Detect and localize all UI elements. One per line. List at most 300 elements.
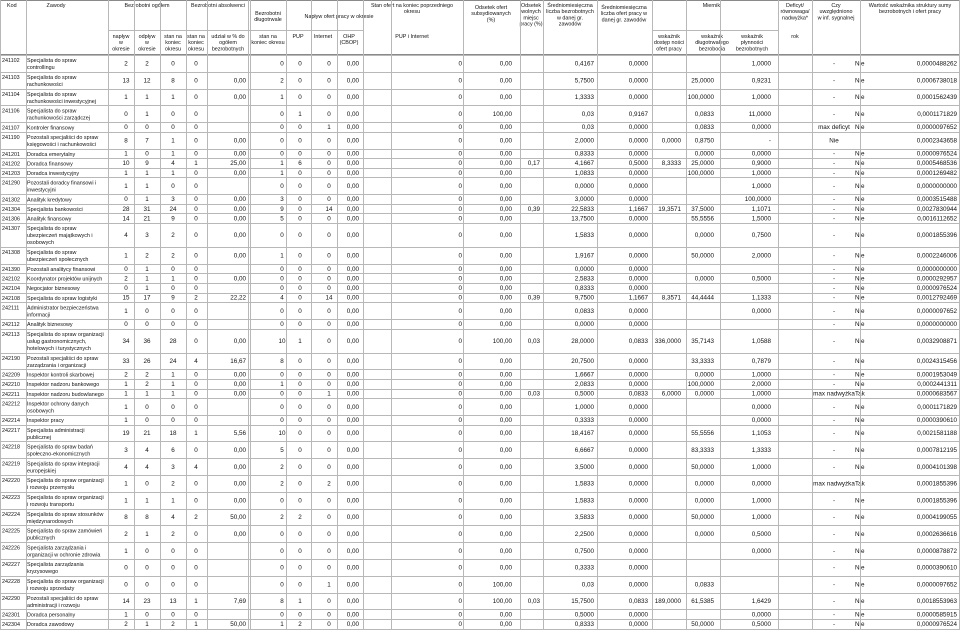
cell: 0 (458, 358, 462, 366)
cell: 0 (280, 150, 284, 158)
cell: 0 (298, 430, 302, 438)
cell: 0,0000000000 (916, 265, 957, 273)
cell: 9 (280, 205, 284, 213)
header-wartosc-wskaznika: bezrobotnych i ofert pracy (878, 9, 942, 16)
cell: 0,00 (346, 381, 359, 388)
cell: 0,0000976524 (916, 285, 957, 292)
cell: 0 (458, 531, 462, 538)
cell: 0,00 (346, 417, 359, 424)
cell: 0,0833 (574, 307, 594, 315)
cell: 2 (124, 275, 128, 283)
cell: 0 (327, 196, 331, 204)
cell: 37,5000 (691, 205, 714, 213)
cell: 0,0000292957 (916, 275, 957, 283)
cell: 18,4167 (571, 430, 594, 438)
cell: 0,00 (346, 321, 359, 328)
cell: - (832, 232, 836, 240)
cell: 0 (280, 581, 284, 589)
cell: 0,00 (499, 531, 512, 538)
header-wskaznik-dlugotrwalego: wskaźnik (701, 34, 723, 40)
cell: 0,00 (499, 205, 512, 213)
cell: 0,00 (499, 463, 512, 471)
row-name: publicznej (27, 434, 51, 441)
cell: 0,0002246006 (916, 252, 957, 260)
cell: 0,00 (346, 358, 359, 366)
cell: 1 (171, 371, 175, 379)
cell: 0 (194, 381, 198, 388)
cell: 1 (124, 390, 128, 398)
row-name: informacji (27, 312, 51, 319)
cell: - (832, 252, 836, 260)
cell: 3 (145, 232, 149, 240)
cell: 2 (280, 77, 284, 85)
cell: 0 (298, 215, 302, 223)
cell: 0 (458, 183, 462, 190)
cell: 0,00 (233, 137, 246, 145)
cell: 0,0000 (628, 275, 648, 283)
cell: max nadwyżka (813, 390, 855, 398)
cell: 0 (194, 137, 198, 145)
cell: Nie (855, 598, 865, 606)
header-odplyw: w (145, 40, 149, 47)
cell: 15 (122, 294, 130, 302)
cell: 0 (458, 598, 462, 606)
cell: 0 (298, 285, 302, 292)
cell: 13 (122, 77, 130, 85)
row-name: Specjalista do spraw integracji (27, 461, 100, 468)
cell: 0,17 (527, 160, 540, 168)
cell: 0 (194, 150, 198, 158)
cell: 0 (327, 94, 331, 102)
cell: 1,0000 (751, 390, 771, 398)
cell: 0 (194, 94, 198, 102)
cell: 1 (145, 183, 149, 190)
cell: Nie (855, 205, 865, 213)
cell: - (832, 205, 836, 213)
cell: 0 (458, 611, 462, 619)
cell: - (832, 598, 836, 606)
cell: 0,0000 (574, 183, 594, 190)
cell: 0 (327, 160, 331, 168)
cell: 0 (280, 497, 284, 505)
cell: 0 (298, 497, 302, 505)
cell: 0,0006738018 (916, 77, 957, 85)
cell: 0,00 (233, 447, 246, 454)
cell: Nie (855, 160, 865, 168)
cell: 55,5556 (691, 430, 714, 438)
row-code: 241102 (2, 58, 20, 65)
row-code: 241308 (2, 250, 20, 257)
cell: 0 (327, 497, 331, 505)
cell: 0 (327, 265, 331, 273)
cell: 0 (171, 581, 175, 589)
cell: 0,00 (346, 497, 359, 505)
cell: Nie (855, 547, 865, 555)
cell: 7,69 (233, 598, 246, 606)
cell: Nie (855, 581, 865, 589)
cell: 0 (194, 183, 198, 190)
row-code: 242113 (2, 331, 20, 338)
cell: 0,00 (346, 285, 359, 292)
cell: 1 (298, 337, 302, 345)
cell: 1 (280, 252, 284, 260)
row-name: usług gastronomicznych, (27, 338, 87, 345)
cell: 0 (458, 403, 462, 411)
cell: 2,0833 (574, 381, 594, 388)
cell: 34 (122, 337, 130, 345)
cell: 0,0024315456 (916, 358, 957, 366)
cell: 0 (145, 480, 149, 488)
header-dlugotrwale: długotrwale (254, 17, 282, 24)
cell: 1 (327, 124, 331, 132)
cell: Nie (855, 337, 865, 345)
cell: 2 (124, 621, 128, 628)
cell: 12 (143, 77, 151, 85)
row-code: 242224 (2, 511, 20, 518)
cell: 8 (145, 514, 149, 522)
row-code: 242217 (2, 427, 20, 434)
cell: 0 (145, 124, 149, 132)
cell: 0 (194, 480, 198, 488)
cell: 0 (298, 463, 302, 471)
cell: - (832, 215, 836, 223)
cell: 100,00 (492, 598, 512, 606)
cell: 0 (458, 196, 462, 204)
cell: 0,00 (499, 285, 512, 292)
cell: 0 (280, 417, 284, 424)
cell: 0 (458, 137, 462, 145)
cell: - (832, 547, 836, 555)
cell: 2 (280, 480, 284, 488)
cell: 0,00 (346, 137, 359, 145)
cell: 0 (298, 611, 302, 619)
cell: 0,00 (499, 196, 512, 204)
cell: 0,0000 (751, 611, 771, 619)
cell: 0 (458, 265, 462, 273)
cell: 0,00 (233, 337, 246, 345)
header-deficyt: równowaga/ (780, 9, 810, 16)
cell: 2,0000 (751, 252, 771, 260)
cell: 0 (298, 252, 302, 260)
cell: 0,00 (499, 265, 512, 273)
header-stan-ofert: okresu (403, 9, 421, 16)
cell: 0 (458, 621, 462, 628)
cell: 0 (327, 252, 331, 260)
cell: 0,0001171829 (917, 111, 957, 118)
cell: max deficyt (818, 124, 850, 132)
cell: 0,39 (527, 294, 540, 302)
row-code: 242104 (2, 286, 20, 293)
cell: 0 (280, 307, 284, 315)
cell: 24 (169, 358, 177, 366)
cell: 0 (194, 337, 198, 345)
cell: 0,00 (499, 137, 512, 145)
header-deficyt: nadwyżka* (781, 15, 809, 22)
row-name: publicznych (27, 535, 56, 542)
cell: 0 (327, 307, 331, 315)
row-name: Doradca zawodowy (27, 622, 75, 629)
cell: 0 (171, 111, 175, 118)
cell: 0,0833 (628, 390, 648, 398)
cell: 1 (327, 581, 331, 589)
cell: 0 (458, 150, 462, 158)
cell: - (832, 294, 836, 302)
cell: 0 (171, 307, 175, 315)
cell: 4,1667 (574, 160, 594, 168)
cell: 0,0007812195 (916, 447, 957, 454)
cell: 0 (327, 285, 331, 292)
cell: 2 (171, 232, 175, 240)
cell: 0 (458, 581, 462, 589)
row-name: osobowych (27, 408, 54, 415)
cell: 6 (298, 160, 302, 168)
cell: 0,00 (233, 371, 246, 379)
cell: 0 (298, 294, 302, 302)
cell: 2 (298, 514, 302, 522)
cell: 18 (169, 430, 177, 438)
cell: 1 (145, 497, 149, 505)
cell: Tak (855, 390, 865, 398)
header-pup: PUP (292, 34, 304, 40)
row-name: Specjalista do spraw zamówień (27, 528, 103, 535)
cell: 4 (145, 463, 149, 471)
cell: 0,0000 (628, 265, 648, 273)
cell: 2 (124, 60, 128, 68)
cell: - (832, 497, 836, 505)
cell: 0,0833 (694, 581, 714, 589)
cell: 0,00 (499, 497, 512, 505)
cell: 0,0001953049 (916, 371, 957, 379)
row-code: 242102 (2, 276, 20, 283)
cell: 1 (124, 94, 128, 102)
row-name: Specjalista do spraw badań (27, 444, 93, 451)
cell: 4 (194, 463, 198, 471)
cell: Nie (855, 497, 865, 505)
cell: 0,5000 (751, 531, 771, 538)
header-odsetek-subsydiowanych: subsydiowanych (471, 11, 511, 18)
cell: - (832, 337, 836, 345)
cell: 50,00 (230, 621, 246, 628)
cell: 0,0000 (628, 371, 648, 379)
cell: Nie (855, 294, 865, 302)
cell: - (832, 611, 836, 619)
row-code: 241202 (2, 161, 20, 168)
cell: 0 (194, 497, 198, 505)
cell: Nie (855, 447, 865, 454)
cell: 0 (194, 265, 198, 273)
cell: 1 (124, 403, 128, 411)
cell: 1 (124, 252, 128, 260)
cell: 0 (171, 285, 175, 292)
cell: 25,00 (230, 160, 246, 168)
cell: 0,0000 (628, 447, 648, 454)
cell: 0,5000 (751, 275, 771, 283)
cell: 2,2500 (574, 531, 594, 538)
cell: 1 (171, 275, 175, 283)
cell: 0 (327, 215, 331, 223)
header-internet: Internet (313, 34, 333, 40)
cell: 0,0000 (694, 150, 714, 158)
cell: 0,9231 (751, 77, 771, 85)
cell: 2 (194, 294, 198, 302)
cell: 17 (143, 294, 151, 302)
cell: 0,0000488262 (916, 60, 957, 68)
cell: 0,03 (527, 337, 540, 345)
cell: 0,00 (499, 381, 512, 388)
cell: 50,0000 (691, 252, 714, 260)
cell: 0,0005468536 (916, 160, 957, 168)
cell: - (832, 531, 836, 538)
cell: 0 (327, 417, 331, 424)
cell: 0,0001855396 (916, 497, 957, 505)
cell: 0 (327, 371, 331, 379)
cell: 100,0000 (687, 381, 714, 388)
cell: 0,00 (346, 232, 359, 240)
cell: 0 (298, 265, 302, 273)
cell: 2 (298, 621, 302, 628)
cell: 50,0000 (691, 514, 714, 522)
cell: 0 (298, 150, 302, 158)
cell: 0,03 (527, 390, 540, 398)
cell: 0,03 (581, 111, 594, 118)
cell: 0 (298, 77, 302, 85)
cell: 0,00 (499, 321, 512, 328)
cell: 0,7500 (751, 232, 771, 240)
cell: Nie (855, 371, 865, 379)
cell: 0 (194, 321, 198, 328)
cell: 0 (458, 497, 462, 505)
cell: 0,0000 (574, 321, 594, 328)
cell: 8 (280, 358, 284, 366)
cell: 0,00 (499, 390, 512, 398)
cell: 0,0000683567 (916, 390, 957, 398)
row-name: Inspektor nadzoru bankowego (27, 382, 100, 389)
cell: 0 (280, 531, 284, 538)
cell: 21 (143, 215, 151, 223)
cell: 0,00 (499, 60, 512, 68)
cell: 26 (143, 358, 151, 366)
header-srednia-ofert: danej gr. zawodów (601, 17, 647, 24)
cell: 0 (327, 232, 331, 240)
cell: 0,0000585915 (916, 611, 957, 619)
cell: 0 (298, 205, 302, 213)
row-name: księgowości i rachunkowości (27, 142, 96, 148)
cell: 2 (171, 480, 175, 488)
cell: 0,00 (346, 252, 359, 260)
cell: 15,7500 (571, 598, 594, 606)
row-name: administracji i rozwoju (27, 602, 80, 609)
cell: 0,00 (499, 160, 512, 168)
cell: 0,00 (346, 160, 359, 168)
cell: 0,00 (233, 252, 246, 260)
header-rok: rok (791, 34, 799, 40)
cell: 1 (327, 390, 331, 398)
cell: 0,0000 (628, 183, 648, 190)
cell: 61,5385 (691, 598, 714, 606)
cell: - (832, 514, 836, 522)
cell: 14 (122, 598, 130, 606)
cell: 0 (194, 390, 198, 398)
cell: 9 (145, 160, 149, 168)
row-name: Doradca finansowy (27, 161, 73, 168)
cell: 1,5000 (751, 215, 771, 223)
cell: 0,8333 (574, 621, 594, 628)
cell: 6 (171, 447, 175, 454)
cell: 0,00 (499, 124, 512, 132)
cell: 0,5000 (574, 390, 594, 398)
cell: 10 (122, 160, 130, 168)
cell: - (832, 430, 836, 438)
cell: 0 (298, 480, 302, 488)
cell: 1 (298, 598, 302, 606)
row-code: 241307 (2, 226, 20, 233)
cell: 0 (458, 252, 462, 260)
cell: 0 (280, 265, 284, 273)
cell: 0 (327, 514, 331, 522)
cell: 0 (327, 275, 331, 283)
row-code: 241302 (2, 197, 20, 204)
cell: 0,0001562439 (916, 94, 957, 102)
cell: 1 (145, 196, 149, 204)
row-name: Doradca personalny (27, 612, 76, 619)
cell: 0 (298, 196, 302, 204)
cell: Nie (855, 307, 865, 315)
cell: 2,5833 (574, 275, 594, 283)
cell: 0,3333 (574, 564, 594, 572)
header-stan-absolwenci: stan na (187, 34, 205, 40)
cell: Nie (855, 514, 865, 522)
header-czy-uwzgledniono: uwzględniono (819, 9, 853, 16)
cell: 19,3571 (658, 205, 681, 213)
cell: 0 (298, 447, 302, 454)
cell: 0,0000976524 (916, 150, 957, 158)
row-name: Specjalista do spraw (27, 250, 77, 257)
cell: 3 (280, 196, 284, 204)
cell: 1 (280, 621, 284, 628)
cell: 0,0000 (694, 531, 714, 538)
row-name: Doradca inwestycyjny (27, 171, 80, 177)
header-srednia-bezrobotnych: liczba bezrobotnych (546, 9, 594, 16)
cell: 0,0000 (628, 480, 648, 488)
cell: 0,00 (499, 371, 512, 379)
cell: 1 (171, 137, 175, 145)
cell: 0,00 (233, 232, 246, 240)
header-odsetek-subsydiowanych: (%) (486, 17, 496, 24)
row-code: 241103 (2, 75, 20, 81)
cell: 33,3333 (691, 358, 714, 366)
cell: 4 (194, 358, 198, 366)
header-srednia-bezrobotnych: w danej gr. (556, 15, 584, 22)
row-name: kryzysowego (27, 569, 59, 576)
cell: 0,8333 (574, 285, 594, 292)
cell: 2 (280, 463, 284, 471)
cell: 31 (143, 205, 151, 213)
cell: 0,00 (233, 463, 246, 471)
cell: 0,5000 (574, 611, 594, 619)
row-name: Koordynator projektów unijnych (27, 276, 103, 283)
cell: 0 (458, 169, 462, 177)
cell: 0 (280, 137, 284, 145)
header-stan-absolwenci: okresu (187, 46, 205, 53)
cell: 0 (124, 196, 128, 204)
row-name: Specjalista administracji (27, 427, 85, 434)
cell: - (832, 111, 836, 118)
cell: 0 (145, 321, 149, 328)
cell: 0 (298, 371, 302, 379)
cell: 0,00 (499, 480, 512, 488)
header-wskaznik-dostepnosci: wskaźnik (658, 34, 680, 40)
row-name: Specjalista do spraw organizacji (27, 331, 104, 338)
